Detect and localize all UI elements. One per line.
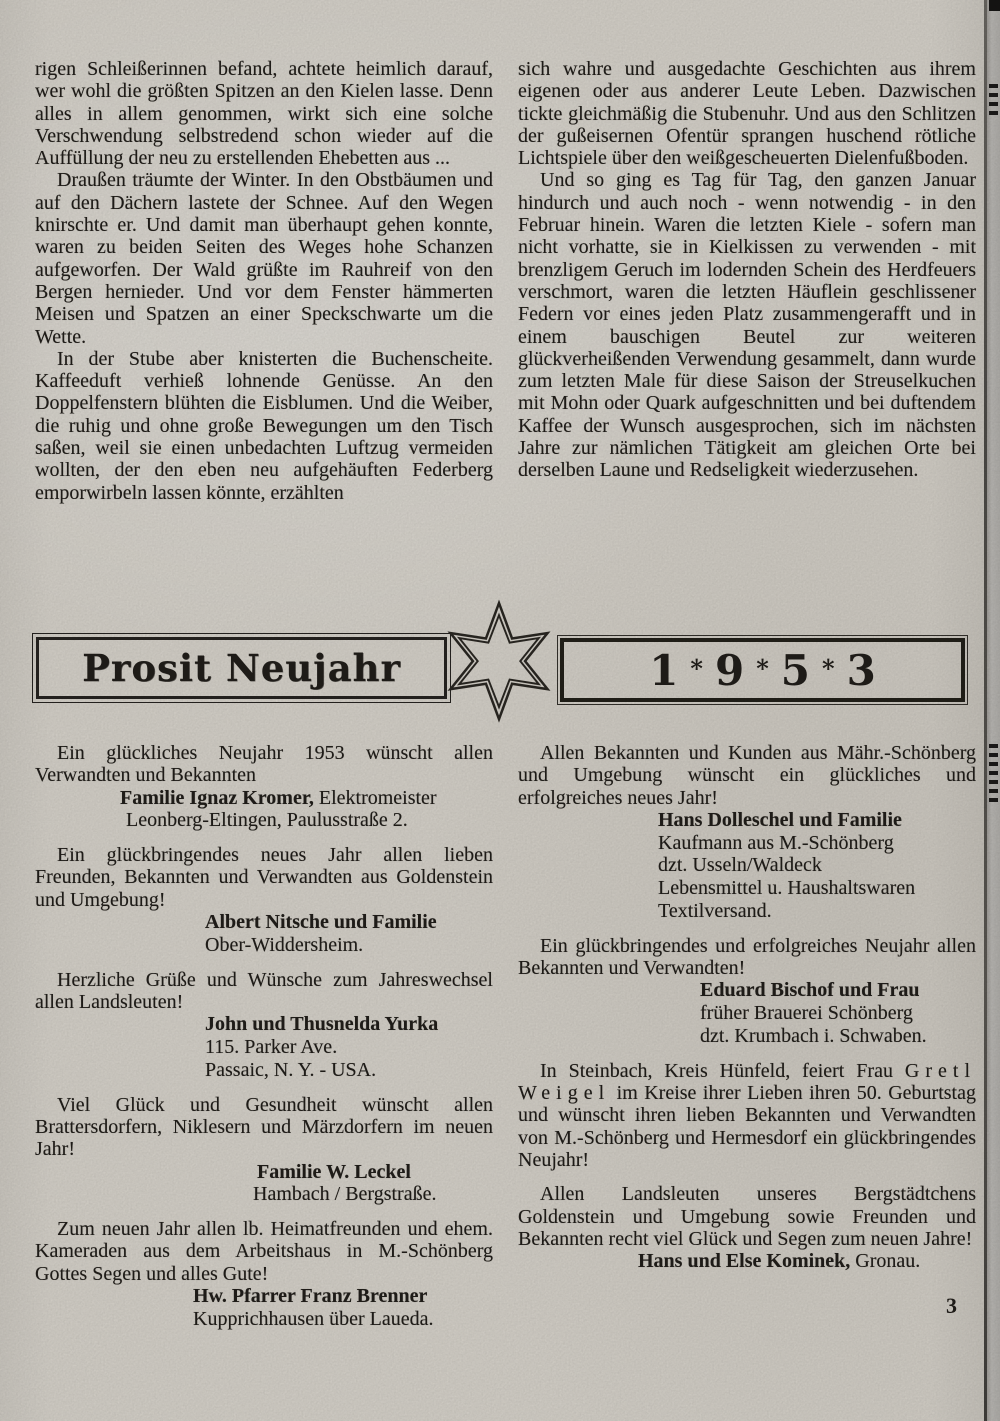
signature-block [700,979,976,1047]
greeting-weigel-birthday [518,1060,976,1171]
signature-line: Kaufmann aus M.-Schönberg [658,831,894,854]
scan-edge-strip [986,0,1000,1421]
new-year-banner-left-box [36,637,447,699]
greeting-kromer [35,742,493,832]
signature-block [658,809,976,923]
greeting-body: Zum neuen Jahr allen lb. Heimatfreunden und ehem. Kameraden aus dem Arbeitshaus in M.-Schönberg Gottes Segen und alles Gute! [35,1218,493,1285]
signature-block [193,1285,493,1331]
signatory-name: Hans Dolleschel und Familie [658,808,902,831]
story-column-right [518,58,976,482]
scan-corner-mark [989,0,1000,11]
signature-line [638,1250,976,1273]
year-digit: 5 [780,645,811,695]
signatory-name: Hans und Else Kominek, [638,1250,851,1273]
greeting-body: Ein glückbringendes und erfolgreiches Neujahr allen Bekannten und Verwandten! [518,934,976,980]
year-1953 [639,646,886,695]
year-digit: 9 [714,645,745,695]
signature-line: Lebensmittel u. Haushaltswaren [658,877,916,900]
greeting-body: Ein glückbringendes neues Jahr allen lieben Freunden, Bekannten und Verwandten aus Goldenstein und Umgebung! [35,844,493,911]
greeting-body: Ein glückliches Neujahr 1953 wünscht allen Verwandten und Bekannten [35,742,493,787]
asterisk-separator: * [822,653,835,683]
signature-line: Kupprichhausen über Laueda. [193,1307,434,1330]
signature-line: Passaic, N. Y. - USA. [205,1058,377,1081]
year-digit: 3 [846,645,876,695]
signature-line: Textilversand. [658,900,772,923]
greeting-body: Allen Bekannten und Kunden aus Mähr.-Schönberg und Umgebung wünscht ein glückliches und erfolgreiches neues Jahr! [518,742,976,809]
signature-line: Leonberg-Eltingen, Paulusstraße 2. [126,809,408,832]
signatory-name: Hw. Pfarrer Franz Brenner [193,1285,428,1308]
body-text: In Steinbach, Kreis Hünfeld, feiert Frau [540,1059,905,1082]
signature-line: dzt. Krumbach i. Schwaben. [700,1025,927,1048]
greetings-column-right [518,742,976,1285]
edge-dash-marks [989,744,998,802]
signature-block [205,911,493,957]
signature-block [205,1013,493,1081]
signature-line: früher Brauerei Schönberg [700,1002,913,1025]
signature-line [120,787,493,810]
signature-line: 115. Parker Ave. [205,1036,338,1059]
signature-block [120,787,493,833]
page-number: 3 [946,1293,957,1318]
greeting-body: Viel Glück und Gesundheit wünscht allen Brattersdorfern, Niklesern und Märzdorfern im neuen Jahr! [35,1093,493,1161]
body-text: im Kreise ihrer Lieben ihren 50. Geburtstag und wünscht ihren lieben Bekannten und Verwandten von M.-Schönberg und Hermesdorf ein glückbringendes Neujahr! [518,1082,976,1172]
asterisk-separator: * [690,653,703,683]
signatory-name: John und Thusnelda Yurka [205,1013,439,1036]
year-digit: 1 [649,645,679,695]
story-paragraph: In der Stube aber knisterten die Buchenscheite. Kaffeeduft verhieß lohnende Genüsse. An den Doppelfenstern blühten die Eisblumen. Und die Weiber, die ruhig und ohne große Bewegungen um den Tisch saßen, weil sie einen unbedachten Luftzug vermeiden wollten, der den eben neu aufgehäuften Federberg emporwirbeln lassen könnte, erzählten [35,347,493,504]
signature-line: dzt. Usseln/Waldeck [658,854,822,877]
signatory-place: Gronau. [850,1250,921,1273]
greeting-yurka [35,969,493,1082]
page-edge-shadow [984,0,987,1421]
story-column-left [35,58,493,504]
story-paragraph: sich wahre und ausgedachte Geschichten aus ihrem eigenen oder aus anderer Leute Leben. Dazwischen tickte gleichmäßig die Stubenuhr. Und aus den Schlitzen der gußeisernen Ofentür sprangen huschend rötliche Lichtspiele über den weißgescheuerten Dielenfußboden. [518,58,976,170]
signatory-name: Albert Nitsche und Familie [205,911,437,934]
signatory-title: Elektromeister [313,786,437,809]
greeting-body: Herzliche Grüße und Wünsche zum Jahreswechsel allen Landsleuten! [35,968,493,1013]
edge-dash-marks [989,84,998,120]
signature-block [253,1160,493,1207]
story-paragraph: Draußen träumte der Winter. In den Obstbäumen und auf den Dächern lastete der Schnee. Auf den Wegen knirschte er. Und damit man überhaupt gehen konnte, waren zu beiden Seiten des Weges hohe Schanzen aufgeworfen. Der Wald grüßte im Rauhreif von den Bergen hernieder. Und vor dem Fenster hämmerten Meisen und Spatzen an einer Speckschwarte um die Wette. [35,169,493,348]
greeting-dolleschel [518,742,976,923]
star-icon [441,597,557,731]
greeting-leckel [35,1094,493,1206]
story-paragraph: Und so ging es Tag für Tag, den ganzen Januar hindurch und auch noch - wenn notwendig - in den Februar hinein. Waren die letzten Kiele - sofern man nicht vorhatte, sie in Kielkissen zu verwenden - mit brenzligem Geruch im lodernden Schein des Herdfeuers verschmort, waren die letzten Häuflein geschlissener Federn vor eines jeden Platz zusammengerafft und in einem bauschigen Beutel zur weiteren glückverheißenden Verwendung gesammelt, dann wurde zum letzten Male für diese Saison der Streuselkuchen mit Mohn oder Quark aufgeschnitten und bei duftendem Kaffee der Wunsch ausgesprochen, sich im nächsten Jahre zur nämlichen Tätigkeit am gleichen Orte bei derselben Laune und Redseligkeit wiederzusehen. [518,169,976,482]
greeting-body [518,1060,976,1171]
greeting-kominek [518,1183,976,1273]
story-paragraph: rigen Schleißerinnen befand, achtete heimlich darauf, wer wohl die größten Spitzen an den Kielen lasse. Denn alles in allem genommen, wirkt sich eine solche Verschwendung selbstredend schon wieder auf die Auffüllung der neu zu erstellenden Ehebetten aus ... [35,58,493,170]
banner-title: Prosit Neujahr [82,646,401,690]
spaced-name: Gretl Weigel [518,1059,976,1105]
greeting-nitsche [35,844,493,956]
greetings-column-left [35,742,493,1343]
greeting-body: Allen Landsleuten unseres Bergstädtchens Goldenstein und Umgebung sowie Freunden und Bekannten recht viel Glück und Segen zum neuen Jahre! [518,1183,976,1250]
signatory-name: Familie W. Leckel [257,1160,411,1183]
signature-line: Hambach / Bergstraße. [253,1183,437,1206]
signatory-name: Eduard Bischof und Frau [700,979,920,1002]
signature-block [638,1250,976,1273]
signatory-name: Familie Ignaz Kromer, [120,786,314,809]
greeting-brenner [35,1218,493,1330]
year-banner-box [560,638,965,702]
greeting-bischof [518,935,976,1048]
signature-line: Ober-Widdersheim. [205,933,364,956]
asterisk-separator: * [756,653,769,683]
